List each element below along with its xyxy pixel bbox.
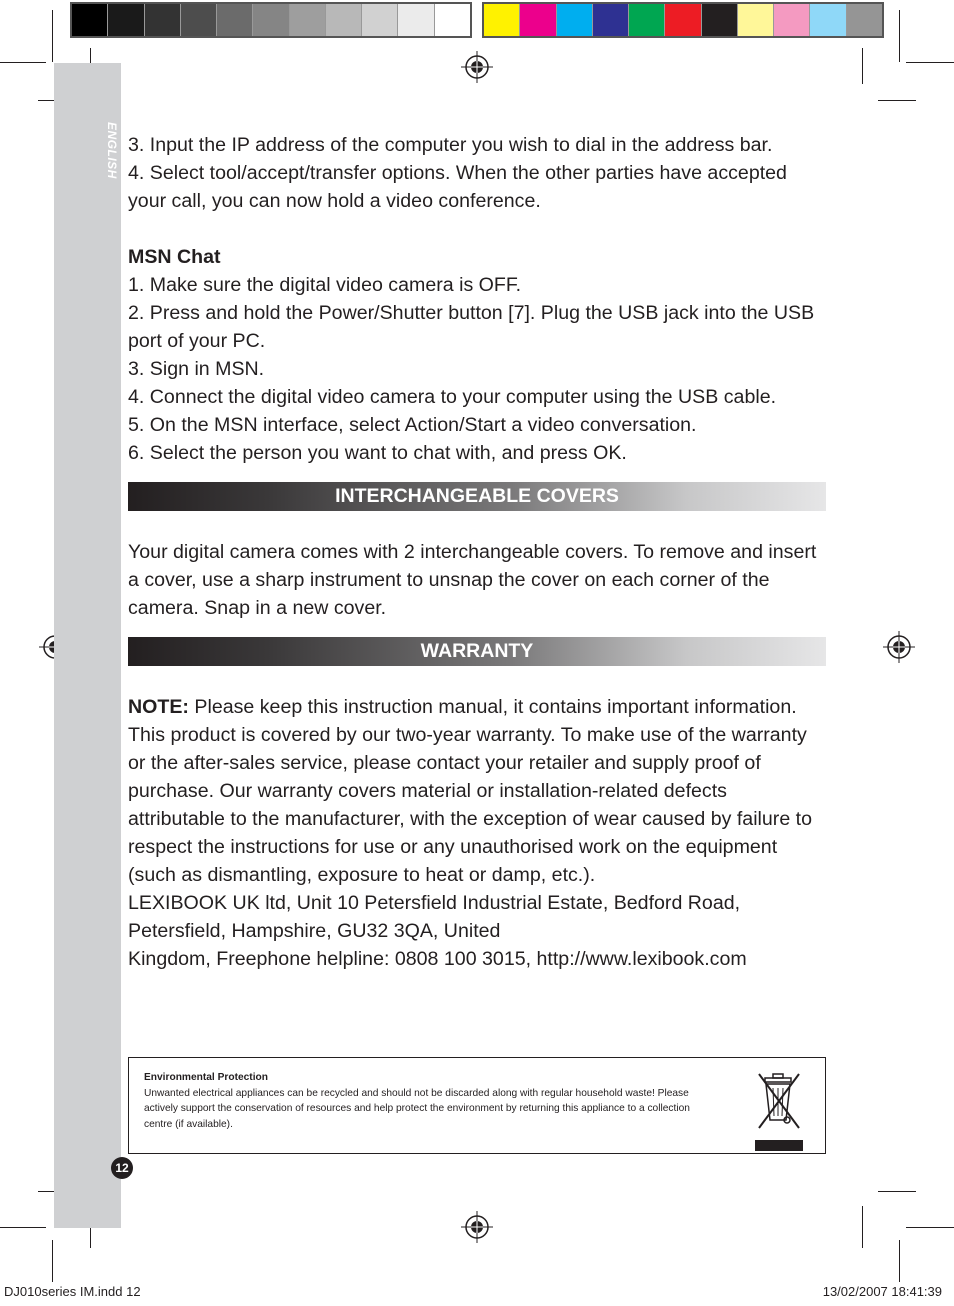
note-label: NOTE:	[128, 696, 189, 718]
crop-mark	[906, 1227, 954, 1228]
color-swatch	[774, 4, 810, 36]
footer-timestamp: 13/02/2007 18:41:39	[822, 1284, 942, 1299]
address-line: Kingdom, Freephone helpline: 0808 100 3015, http://www.lexibook.com	[128, 948, 747, 970]
crop-mark	[906, 62, 954, 63]
environment-text: Unwanted electrical appliances can be recycled and should not be discarded along with regular household waste! Please actively support the conservation of resources and help protect the environment by returning this appliance to a collection centre (if available).	[144, 1087, 690, 1130]
covers-paragraph: Your digital camera comes with 2 interchangeable covers. To remove and insert a cover, use a sharp instrument to unsnap the cover on each corner of the camera. Snap in a new cover.	[128, 541, 817, 619]
registration-mark-icon	[883, 631, 915, 663]
color-swatch	[593, 4, 629, 36]
language-label: ENGLISH	[105, 122, 119, 179]
crop-mark	[0, 62, 46, 63]
footer-file-info: DJ010series IM.indd 12	[4, 1284, 141, 1299]
environment-title: Environmental Protection	[144, 1072, 268, 1083]
crop-mark	[878, 1191, 916, 1192]
warranty-paragraph	[128, 693, 828, 889]
side-tab	[54, 63, 121, 1228]
section-heading-warranty: WARRANTY	[128, 637, 826, 666]
msn-step: 5. On the MSN interface, select Action/Start a video conversation.	[128, 414, 697, 436]
color-swatch	[398, 4, 434, 36]
color-swatch	[253, 4, 289, 36]
page-number: 12	[111, 1157, 133, 1179]
color-swatch	[72, 4, 108, 36]
environment-notice-box	[128, 1057, 826, 1154]
color-swatch	[665, 4, 701, 36]
color-swatch	[484, 4, 520, 36]
msn-step: 6. Select the person you want to chat with, and press OK.	[128, 442, 627, 464]
crop-mark	[899, 1240, 900, 1282]
color-swatch	[362, 4, 398, 36]
page-content	[128, 131, 828, 973]
crop-mark	[52, 10, 53, 62]
color-swatch	[290, 4, 326, 36]
color-swatch	[702, 4, 738, 36]
color-bar-process	[482, 2, 884, 38]
color-swatch	[326, 4, 362, 36]
intro-step: 3. Input the IP address of the computer you wish to dial in the address bar.	[128, 134, 773, 156]
environment-notice	[144, 1070, 709, 1132]
color-swatch	[217, 4, 253, 36]
crossed-bin-icon	[751, 1068, 807, 1152]
msn-step: 4. Connect the digital video camera to your computer using the USB cable.	[128, 386, 777, 408]
intro-step: 4. Select tool/accept/transfer options. When the other parties have accepted your call, you can now hold a video conference.	[128, 162, 787, 212]
registration-mark-icon	[461, 51, 493, 83]
color-swatch	[629, 4, 665, 36]
crop-mark	[52, 1240, 53, 1282]
section-heading-covers: INTERCHANGEABLE COVERS	[128, 482, 826, 511]
registration-mark-icon	[461, 1211, 493, 1243]
color-swatch	[145, 4, 181, 36]
color-swatch	[181, 4, 217, 36]
color-bar-grayscale	[70, 2, 472, 38]
msn-step: 3. Sign in MSN.	[128, 358, 265, 380]
color-swatch	[435, 4, 470, 36]
crop-mark	[862, 1206, 863, 1248]
crop-mark	[899, 10, 900, 62]
msn-step: 2. Press and hold the Power/Shutter button [7]. Plug the USB jack into the USB port of your PC.	[128, 302, 815, 352]
crop-mark	[878, 100, 916, 101]
color-swatch	[810, 4, 846, 36]
msn-step: 1. Make sure the digital video camera is OFF.	[128, 274, 522, 296]
color-swatch	[108, 4, 144, 36]
section-title-msn: MSN Chat	[128, 246, 221, 268]
color-swatch	[557, 4, 593, 36]
crop-mark	[862, 48, 863, 84]
color-swatch	[847, 4, 882, 36]
crop-mark	[0, 1227, 46, 1228]
color-swatch	[738, 4, 774, 36]
color-swatch	[520, 4, 556, 36]
address-line: LEXIBOOK UK ltd, Unit 10 Petersfield Industrial Estate, Bedford Road, Petersfield, Hampshire, GU32 3QA, United	[128, 892, 741, 942]
note-text: Please keep this instruction manual, it contains important information. This product is covered by our two-year warranty. To make use of the warranty or the after-sales service, please contact your retailer and supply proof of purchase. Our warranty covers material or installation-related defects attributable to the manufacturer, with the exception of wear caused by failure to respect the instructions for use or any unauthorised work on the equipment (such as dismantling, exposure to heat or damp, etc.).	[128, 696, 813, 886]
